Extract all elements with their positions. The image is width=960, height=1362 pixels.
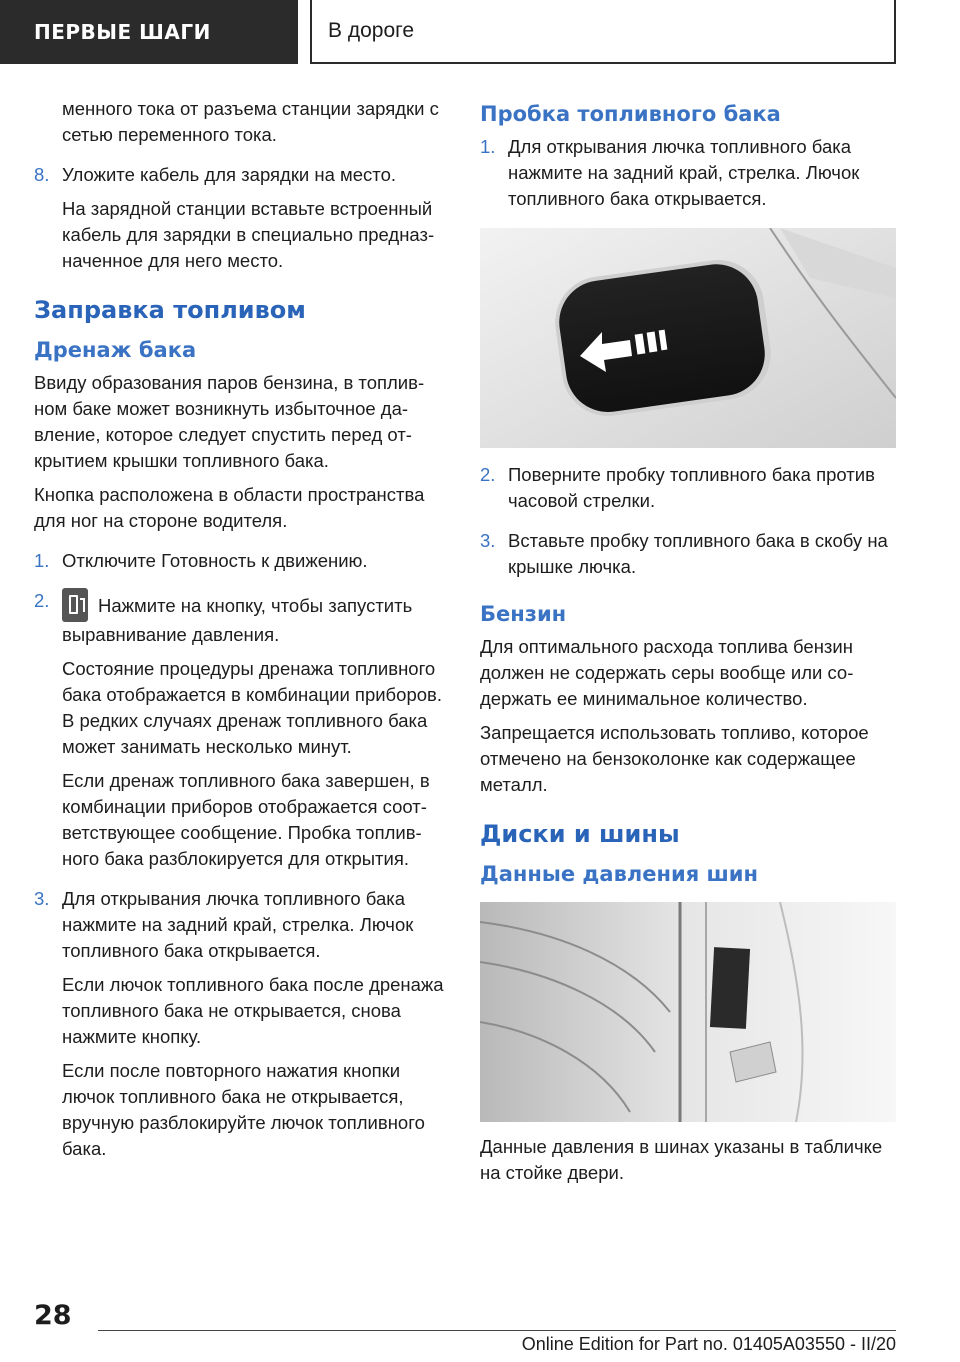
- step-note: Состояние процедуры дренажа топливного бака отображается в комбинации приборов. В редких случаях дренаж топливного бака может занимать несколько минут.: [62, 658, 442, 757]
- step-number: 3.: [480, 530, 496, 551]
- heading-petrol: Бензин: [480, 602, 567, 626]
- step-number: 2.: [480, 464, 496, 485]
- footer-divider: [98, 1330, 896, 1331]
- right-column: [480, 96, 896, 1186]
- drain-paragraph-2: Кнопка расположена в области пространства для ног на стороне водителя.: [34, 484, 425, 531]
- petrol-paragraph-1: Для оптимального расхода топлива бензин должен не содержать серы вообще или содержать ее минимальное количество.: [480, 636, 854, 709]
- left-column: [34, 96, 450, 1162]
- cap-step-1: [480, 134, 896, 212]
- step-1: [34, 548, 450, 574]
- step-text: Отключите Готовность к движению.: [62, 550, 368, 571]
- step-8: [34, 162, 450, 274]
- fuel-flap-photo: [480, 228, 896, 448]
- heading-wheels-tyres: Диски и шины: [480, 820, 680, 848]
- step-number: 8.: [34, 164, 50, 185]
- door-pillar-photo: [480, 902, 896, 1122]
- fuel-tank-button-icon: [62, 588, 88, 622]
- step-note: Если лючок топливного бака после дренажа топливного бака не открывается, снова нажмите кнопку.: [62, 974, 444, 1047]
- step-text: Вставьте пробку топливного бака в скобу на крышке лючка.: [508, 530, 888, 577]
- drain-paragraph-1: Ввиду образования паров бензина, в топливном баке может возникнуть избыточное давление, которое следует спустить перед открытием крышки топливного бака.: [34, 372, 425, 471]
- step-3: [34, 886, 450, 1162]
- step-text: Для открывания лючка топливного бака нажмите на задний край, стрелка. Лючок топливного бака открывается.: [62, 888, 414, 961]
- heading-refuel: Заправка топливом: [34, 296, 306, 324]
- heading-tyre-pressure: Данные давления шин: [480, 862, 759, 886]
- step-number: 1.: [480, 136, 496, 157]
- step-number: 3.: [34, 888, 50, 909]
- step-text: Нажмите на кнопку, чтобы запустить выравнивание давления.: [62, 595, 413, 645]
- step-note: На зарядной станции вставьте встроенный кабель для зарядки в специально предназначенное для него место.: [62, 198, 435, 271]
- step-note: Если после повторного нажатия кнопки лючок топливного бака не открывается, вручную разблокируйте лючок топливного бака.: [62, 1060, 425, 1159]
- tyre-pressure-paragraph: Данные давления в шинах указаны в табличке на стойке двери.: [480, 1136, 883, 1183]
- cap-step-3: [480, 528, 896, 580]
- heading-drain: Дренаж бака: [34, 338, 197, 362]
- step-text: Поверните пробку топливного бака против часовой стрелки.: [508, 464, 875, 511]
- step-2: [34, 588, 450, 872]
- tyre-pressure-label: [710, 947, 750, 1029]
- step-text: Для открывания лючка топливного бака нажмите на задний край, стрелка. Лючок топливного бака открывается.: [508, 136, 860, 209]
- petrol-paragraph-2: Запрещается использовать топливо, которое отмечено на бензоколонке как содержащее металл.: [480, 722, 869, 795]
- page-number: 28: [34, 1300, 72, 1331]
- cap-step-2: [480, 462, 896, 514]
- step-note: Если дренаж топливного бака завершен, в комбинации приборов отображается соответствующее сообщение. Пробка топливного бака разблокируется для открытия.: [62, 770, 430, 869]
- footer-edition: Online Edition for Part no. 01405A03550 - II/20: [521, 1334, 896, 1354]
- header-section-title: ПЕРВЫЕ ШАГИ: [34, 20, 211, 44]
- heading-fuel-cap: Пробка топливного бака: [480, 102, 781, 126]
- step-number: 1.: [34, 550, 50, 571]
- header-subsection-title: В дороге: [328, 19, 415, 42]
- continued-text: менного тока от разъема станции зарядки с сетью переменного тока.: [62, 98, 439, 145]
- step-text: Уложите кабель для зарядки на место.: [62, 164, 397, 185]
- header-section-tab: [0, 0, 298, 64]
- step-number: 2.: [34, 590, 50, 611]
- header-subsection-tab: [310, 0, 896, 64]
